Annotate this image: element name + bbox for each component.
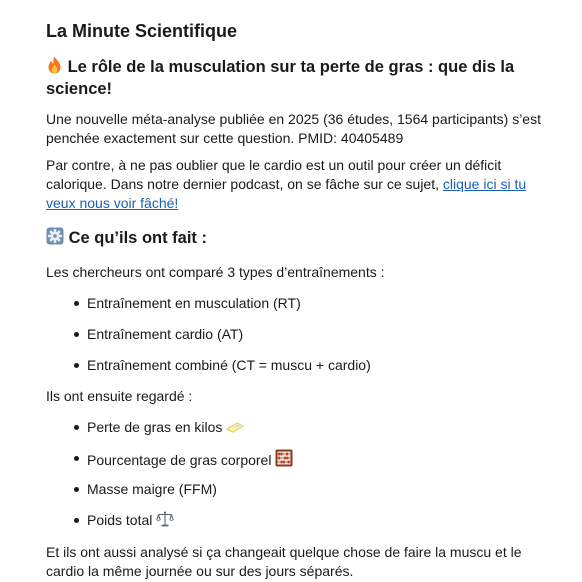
abacus-icon — [275, 449, 293, 467]
fire-icon — [46, 56, 63, 74]
measured-intro: Ils ont ensuite regardé : — [46, 388, 193, 404]
list-item: Entraînement en musculation (RT) — [87, 295, 301, 311]
balance-scale-icon — [156, 511, 174, 527]
list-item: Poids total — [87, 511, 174, 529]
list-item: Pourcentage de gras corporel — [87, 449, 293, 469]
article-heading — [46, 56, 546, 100]
cardio-paragraph — [46, 156, 546, 213]
closing-paragraph: Et ils ont aussi analysé si ça changeait quelque chose de faire la muscu et le cardio la même journée ou sur des jours séparés. — [46, 544, 522, 579]
podcast-link[interactable]: clique ici si tu veux nous voir fâché! — [46, 176, 527, 211]
intro-paragraph: Une nouvelle méta-analyse publiée en 2025 (36 études, 1564 participants) s’est penchée exactement sur cette question. PMID: 40405489 — [46, 111, 541, 146]
methods-heading — [46, 227, 546, 249]
cardio-text: Par contre, à ne pas oublier que le cardio est un outil pour créer un déficit calorique. Dans notre dernier podcast, on se fâche sur ce sujet, — [46, 157, 502, 192]
butter-icon — [226, 420, 244, 434]
compared-intro: Les chercheurs ont comparé 3 types d’entraînements : — [46, 264, 385, 280]
list-item: Perte de gras en kilos — [87, 418, 244, 436]
list-item: Masse maigre (FFM) — [87, 481, 217, 497]
list-item: Entraînement combiné (CT = muscu + cardio) — [87, 357, 371, 373]
methods-heading-text: Ce qu’ils ont fait : — [68, 229, 208, 247]
article-heading-text: Le rôle de la musculation sur ta perte de gras : que dis la science! — [46, 58, 515, 98]
newsletter-title: La Minute Scientifique — [46, 21, 238, 41]
gear-icon — [46, 227, 64, 245]
list-item: Entraînement cardio (AT) — [87, 326, 244, 342]
